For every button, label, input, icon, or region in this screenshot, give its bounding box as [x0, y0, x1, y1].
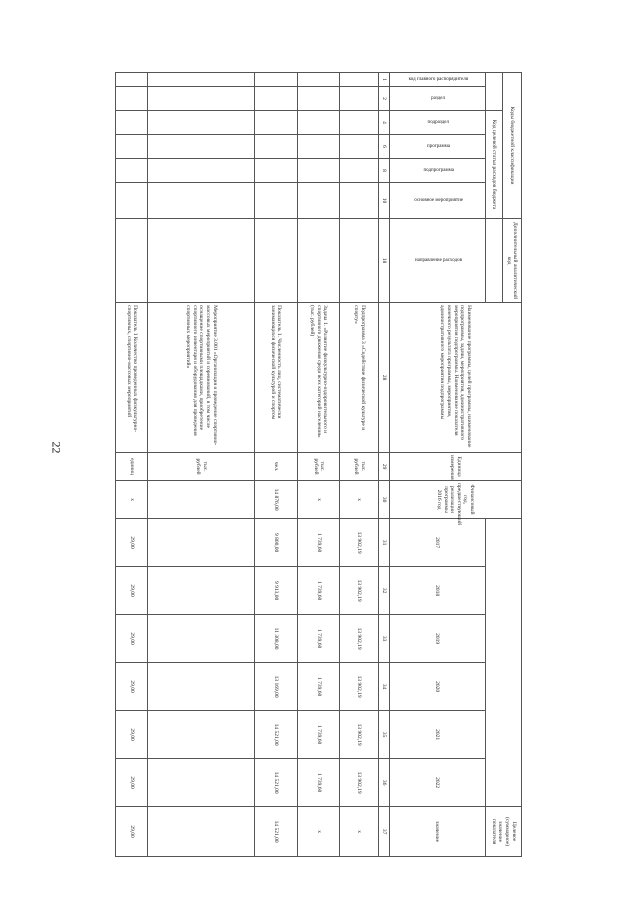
col-napravl: направление расходов	[389, 219, 485, 303]
years-header	[485, 519, 521, 807]
unit-header: Единица измерения	[389, 453, 521, 481]
table-row: Мероприятие 3.001 «Организация и проведение спортивно-массовых мероприятий и соревнований, в том числе оснащение спортивными площадками, приобретение спортивного инвентаря и оборудования для проведения спортивных мероприятий» тыс. рублей	[148, 73, 255, 857]
target-header: Целевое (суммарное) значение показателя	[485, 807, 521, 857]
col-osn-meropr: основное мероприятие	[389, 183, 485, 219]
year-2020: 2020	[389, 663, 485, 711]
target-sub-header: значение	[389, 807, 485, 857]
budget-table	[115, 72, 522, 857]
col-number-row: 1 2 4 6 8 10 18 28 29 30 31 32 33 34 35 36 37	[378, 73, 389, 857]
budget-table-sheet	[115, 72, 522, 847]
col-grbs: код главного распорядителя	[389, 73, 485, 87]
fin-year-header: Финансовый год, предшествующий реализации программы 2016 год	[389, 481, 521, 519]
year-2019: 2019	[389, 615, 485, 663]
page-number: 22	[49, 441, 64, 454]
table-row: Показатель 1 Количество проведенных физкультурно-спортивных, спортивно-массовых мероприятий единиц х 29,00 29,00 29,00 29,00 29,00 29,00 29,00	[116, 73, 148, 857]
col-razdel: раздел	[389, 87, 485, 111]
table-row: Подпрограмма 3 «Содействие физической культуре и спорту» тыс. рублей х 13 902,19 13 902,19 13 902,19 13 902,19 13 902,19 13 902,19 х	[340, 73, 378, 857]
table-row: Показатель 1. Численность лиц, систематически занимающихся физической культурой и спортом чел. 14 876,00 9 800,00 9 913,00 11 308,00 13 169,00 14 521,00 14 521,00 14 521,00	[254, 73, 297, 857]
year-2022: 2022	[389, 759, 485, 807]
dop-header: Дополнительный аналитический код	[502, 219, 521, 303]
col-podrazdel: подраздел	[389, 111, 485, 135]
kbk-header: Коды бюджетной классификации	[502, 73, 521, 219]
col-podprogramma: подпрограмма	[389, 159, 485, 183]
dop-sub-header	[485, 219, 502, 303]
col-programma: программа	[389, 135, 485, 159]
kod-rash-header: Код целевой статьи расходов бюджета	[485, 111, 502, 219]
kbk-left-header	[485, 73, 502, 111]
year-2018: 2018	[389, 567, 485, 615]
name-header: Наименование программы, целей программы, наименование подпрограммы, задачи, мероприятия, административного мероприятия подпрограммы. Наименование показателя конечного результата программы, мероприятия, административного мероприятия подпрограммы	[389, 303, 521, 453]
table-row: Задача 1. «Развитие физкультурно-оздоровительного и спортивного движения среди всех категорий населения» (тыс. рублей) тыс. рублей х 1 739,60 1 739,60 1 739,60 1 739,60 1 739,60 1 739,60 х	[297, 73, 340, 857]
year-2021: 2021	[389, 711, 485, 759]
year-2017: 2017	[389, 519, 485, 567]
